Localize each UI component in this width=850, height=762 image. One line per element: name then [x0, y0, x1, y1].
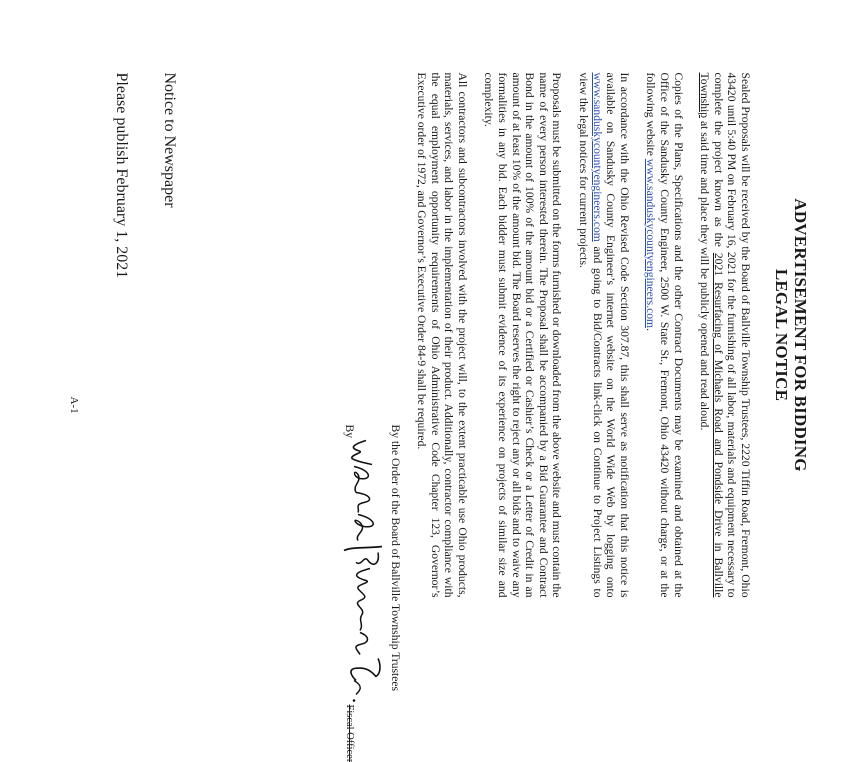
p2-text-a: Copies of the Plans, Specifications and the other Contract Documents may be examined and obtained at the Office of the Sandusky County Engineer, 2500 W. State St., Fremont, Ohio 43420 without charge, or at the following website [644, 72, 685, 597]
paragraph-sealed-proposals [698, 72, 752, 597]
p3-text-b: and going to Bid/Contracts link-click on Continue to Project Listings to view the legal notices for current projects. [577, 72, 604, 597]
p1-text-b: at said time and place they will be publicly opened and read aloud. [698, 117, 712, 430]
p2-text-b: . [644, 327, 658, 331]
p3-text-a: In accordance with the Ohio Revised Code Section 307.87, this shall serve as notification that this notice is available on Sandusky County Engineer’s internet website on the World Wide Web by logging onto [604, 72, 631, 597]
page-number: A-1 [68, 396, 80, 414]
p1-text-a: Sealed Proposals will be received by the Board of Ballville Township Trustees, 2220 Tiffin Road, Fremont, Ohio 43420 until 5:40 PM on February 16, 2021 for the furnishing of all labor, materials and equipment necessary to complete the project known as the [711, 72, 752, 597]
project-name: 2021 Resurfacing of Michaels Road and Pondside Drive in Ballville Township [698, 72, 725, 598]
paragraph-copies-of-plans [644, 72, 685, 597]
notice-to-newspaper: Notice to Newspaper [161, 72, 178, 208]
publish-date: Please publish February 1, 2021 [113, 72, 130, 278]
by-label: By [342, 424, 356, 438]
signature-block [282, 72, 402, 762]
fiscal-officer-title: Fiscal Officer [343, 704, 355, 762]
website-link-1[interactable]: www.sanduskycountyengineers.com [644, 158, 658, 328]
website-link-2[interactable]: www.sanduskycountyengineers.com [590, 72, 604, 242]
title-legal-notice: LEGAL NOTICE [772, 268, 791, 401]
handwritten-signature [336, 436, 388, 716]
paragraph-proposals: Proposals must be submitted on the forms furnished or downloaded from the above website and must contain the name of every person interested therein. The Proposal shall be accompanied by a Bid Guarantee and Contract Bond in the amount of 100% of the amount bid or a Certified or Cashier’s Check or a Letter of Credit in an amount of at least 10% of the amount bid. The Board reserves the right to reject any or all bids and to waive any formalities in any bid. Each bidder must submit evidence of its experience on projects of similar size and complexity. [482, 72, 564, 597]
paragraph-contractors: All contractors and subcontractors involved with the project will, to the extent practicable use Ohio products, materials, services, and labor in the implementation of their product. Additionally, contractor compliance with the equal employment opportunity requirements of Ohio Administrative Code Chapter 123, Governor’s Executive order of 1972, and Governor’s Executive Order 84-9 shall be required. [415, 72, 469, 597]
title-advertisement: ADVERTISEMENT FOR BIDDING [791, 197, 810, 472]
paragraph-ohio-revised-code [576, 72, 630, 597]
by-order-text: By the Order of the Board of Ballville Township Trustees [388, 424, 402, 691]
document-content [282, 72, 810, 762]
